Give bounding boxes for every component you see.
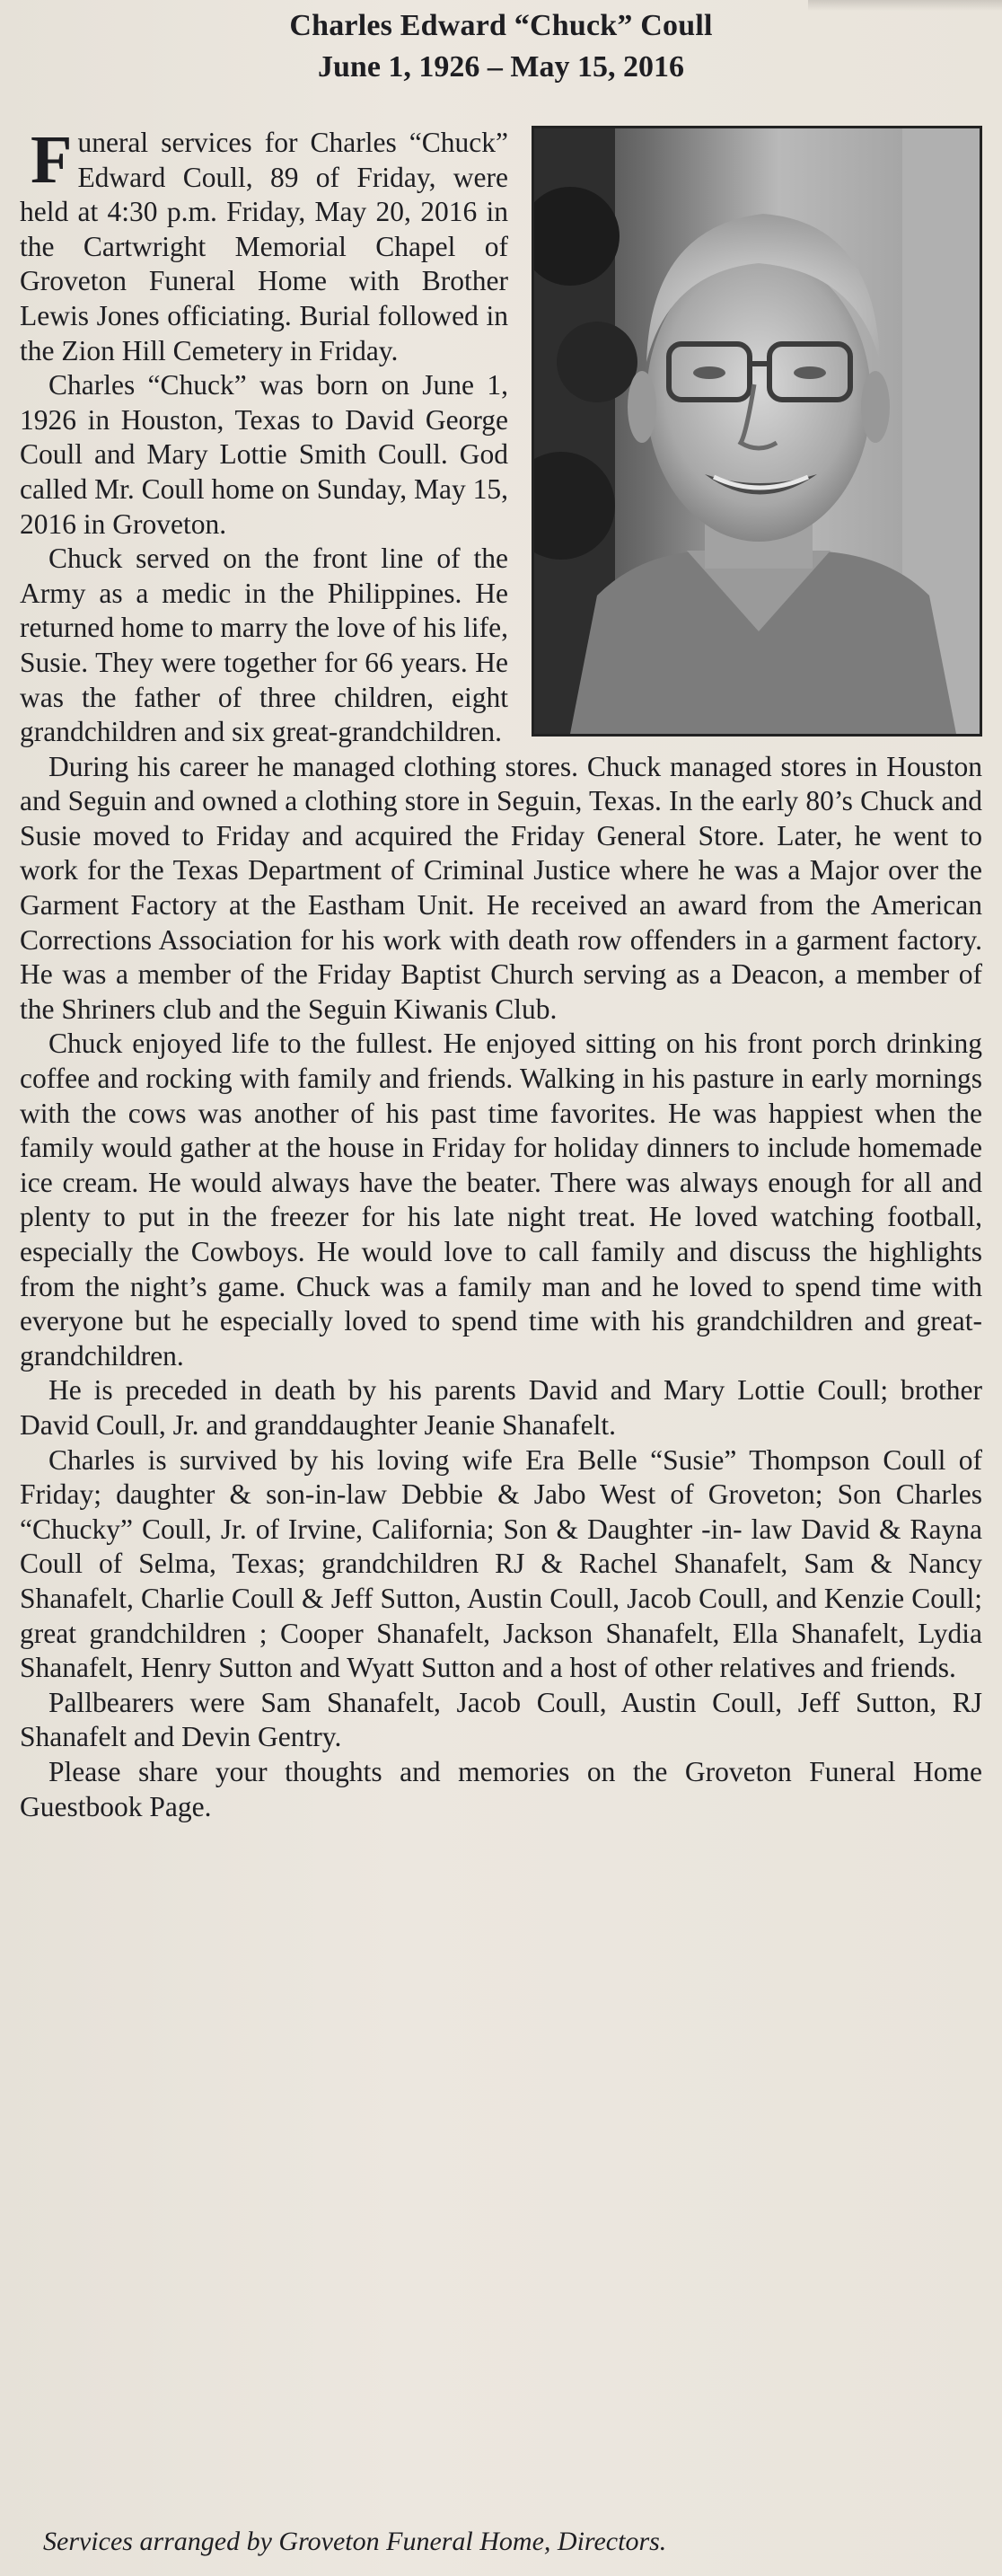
obituary-header <box>0 5 1002 88</box>
obituary-paragraph: Pallbearers were Sam Shanafelt, Jacob Coull, Austin Coull, Jeff Sutton, RJ Shanafelt and Devin Gentry. <box>20 1686 982 1753</box>
obituary-paragraph: During his career he managed clothing stores. Chuck managed stores in Houston and Seguin and owned a clothing store in Seguin, Texas. In the early 80’s Chuck and Susie moved to Friday and acquired the Friday General Store. Later, he went to work for the Texas Department of Criminal Justice where he was a Major over the Garment Factory at the Eastham Unit. He received an award from the American Corrections Association for his work with death row offenders in a garment factory. He was a member of the Friday Baptist Church serving as a Deacon, a member of the Shriners club and the Seguin Kiwanis Club. <box>20 750 982 1025</box>
obituary-paragraph: Chuck enjoyed life to the fullest. He enjoyed sitting on his front porch drinking coffee and rocking with family and friends. Walking in his pasture in early mornings with the cows was another of his past time favorites. He was happiest when the family would gather at the house in Friday for holiday dinners to include homemade ice cream. He would always have the beater. There was always enough for all and plenty to put in the freezer for his late night treat. He loved watching football, especially the Cowboys. He would love to call family and discuss the highlights from the night’s game. Chuck was a family man and he loved to spend time with everyone but he especially loved to spend time with his grandchildren and great-grandchildren. <box>20 1028 982 1372</box>
obituary-body <box>20 122 982 1824</box>
obituary-paragraph: Chuck served on the front line of the Army as a medic in the Philippines. He returned home to marry the love of his life, Susie. They were together for 66 years. He was the father of three children, eight grandchildren and six great-grandchildren. <box>20 543 508 748</box>
paragraph-text: uneral services for Charles “Chuck” Edward Coull, 89 of Friday, were held at 4:30 p.m. Friday, May 20, 2016 in the Cartwright Memorial Chapel of Groveton Funeral Home with Brother Lewis Jones officiating. Burial followed in the Zion Hill Cemetery in Friday. <box>20 127 508 366</box>
photo-float-spacer <box>524 126 982 744</box>
obituary-dates: June 1, 1926 – May 15, 2016 <box>318 50 684 84</box>
obituary-paragraph: Charles “Chuck” was born on June 1, 1926 in Houston, Texas to David George Coull and Mary Lottie Smith Coull. God called Mr. Coull home on Sunday, May 15, 2016 in Groveton. <box>20 369 508 540</box>
obituary-name: Charles Edward “Chuck” Coull <box>289 9 713 42</box>
obituary-paragraph: Please share your thoughts and memories on the Groveton Funeral Home Guestbook Page. <box>20 1755 982 1822</box>
funeral-home-credit: Services arranged by Groveton Funeral Home, Directors. <box>43 2527 667 2556</box>
drop-cap: F <box>31 122 73 198</box>
obituary-paragraph: Charles is survived by his loving wife Era Belle “Susie” Thompson Coull of Friday; daughter & son-in-law Debbie & Jabo West of Groveton; Son Charles “Chucky” Coull, Jr. of Irvine, California; Son & Daughter -in- law David & Rayna Coull of Selma, Texas; grandchildren RJ & Rachel Shanafelt, Sam & Nancy Shanafelt, Charlie Coull & Jeff Sutton, Austin Coull, Jacob Coull, and Kenzie Coull; great grandchildren ; Cooper Shanafelt, Jackson Shanafelt, Ella Shanafelt, Lydia Shanafelt, Henry Sutton and Wyatt Sutton and a host of other relatives and friends. <box>20 1443 982 1684</box>
obituary-paragraph: He is preceded in death by his parents David and Mary Lottie Coull; brother David Coull, Jr. and granddaughter Jeanie Shanafelt. <box>20 1374 982 1441</box>
